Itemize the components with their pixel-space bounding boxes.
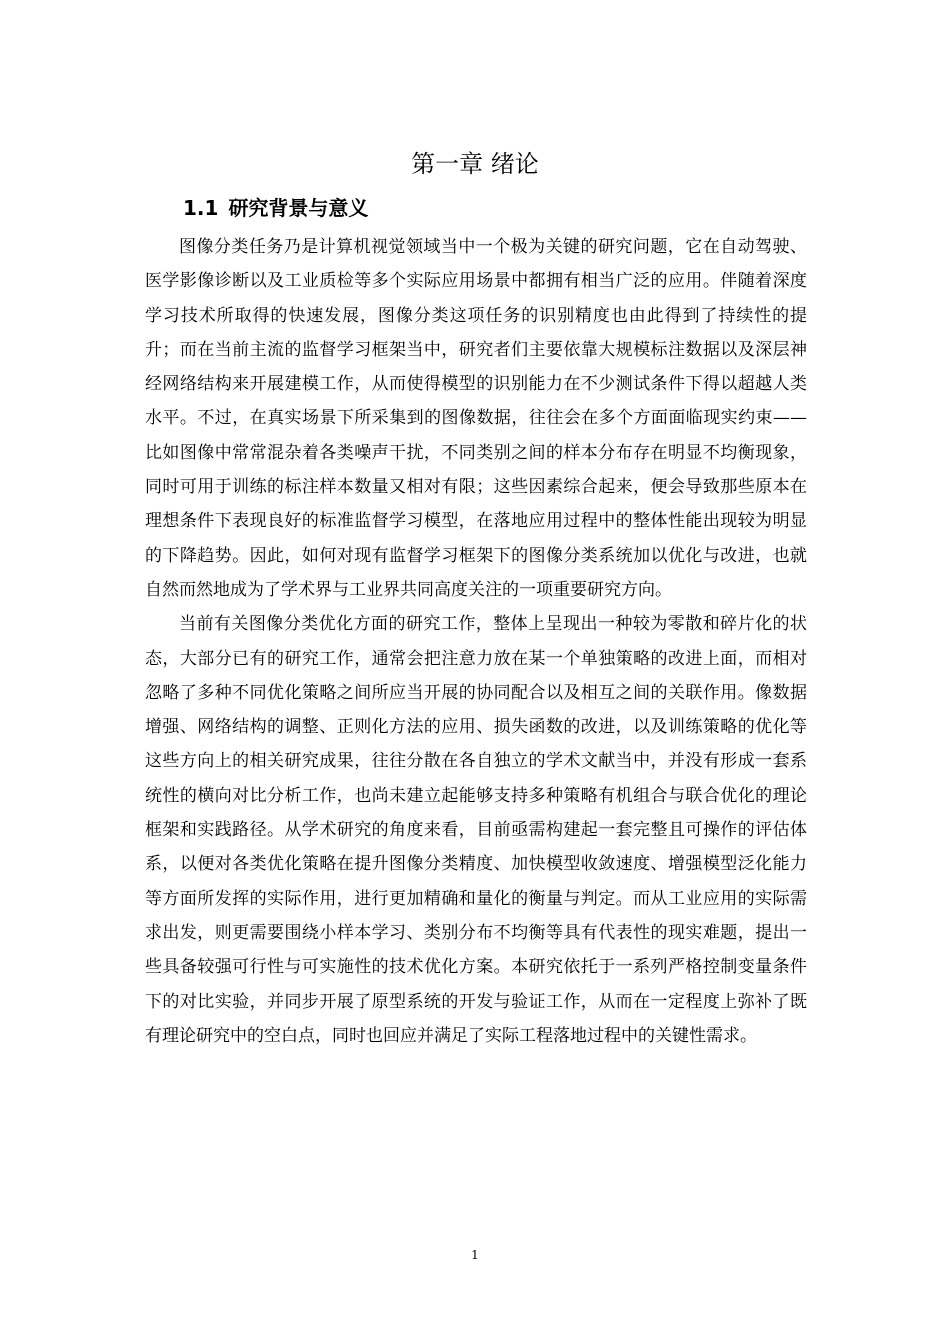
section-number: 1.1: [183, 196, 219, 220]
chapter-title: 第一章 绪论: [411, 150, 539, 178]
section-heading: [183, 192, 368, 224]
paragraph: 图像分类任务乃是计算机视觉领域当中一个极为关键的研究问题，它在自动驾驶、医学影像诊断以及工业质检等多个实际应用场景中都拥有相当广泛的应用。伴随着深度学习技术所取得的快速发展，图像分类这项任务的识别精度也由此得到了持续性的提升；而在当前主流的监督学习框架当中，研究者们主要依靠大规模标注数据以及深层神经网络结构来开展建模工作，从而使得模型的识别能力在不少测试条件下得以超越人类水平。不过，在真实场景下所采集到的图像数据，往往会在多个方面面临现实约束——比如图像中常常混杂着各类噪声干扰，不同类别之间的样本分布存在明显不均衡现象，同时可用于训练的标注样本数量又相对有限；这些因素综合起来，便会导致那些原本在理想条件下表现良好的标准监督学习模型，在落地应用过程中的整体性能出现较为明显的下降趋势。因此，如何对现有监督学习框架下的图像分类系统加以优化与改进，也就自然而然地成为了学术界与工业界共同高度关注的一项重要研究方向。: [145, 237, 807, 600]
paragraph: 当前有关图像分类优化方面的研究工作，整体上呈现出一种较为零散和碎片化的状态，大部分已有的研究工作，通常会把注意力放在某一个单独策略的改进上面，而相对忽略了多种不同优化策略之间所应当开展的协同配合以及相互之间的关联作用。像数据增强、网络结构的调整、正则化方法的应用、损失函数的改进，以及训练策略的优化等这些方向上的相关研究成果，往往分散在各自独立的学术文献当中，并没有形成一套系统性的横向对比分析工作，也尚未建立起能够支持多种策略有机组合与联合优化的理论框架和实践路径。从学术研究的角度来看，目前亟需构建起一套完整且可操作的评估体系，以便对各类优化策略在提升图像分类精度、加快模型收敛速度、增强模型泛化能力等方面所发挥的实际作用，进行更加精确和量化的衡量与判定。而从工业应用的实际需求出发，则更需要围绕小样本学习、类别分布不均衡等具有代表性的现实难题，提出一些具备较强可行性与可实施性的技术优化方案。本研究依托于一系列严格控制变量条件下的对比实验，并同步开展了原型系统的开发与验证工作，从而在一定程度上弥补了既有理论研究中的空白点，同时也回应并满足了实际工程落地过程中的关键性需求。: [145, 614, 807, 1046]
body-text: [145, 230, 807, 1053]
page-number: 1: [471, 1248, 479, 1262]
section-title: 研究背景与意义: [228, 196, 369, 220]
